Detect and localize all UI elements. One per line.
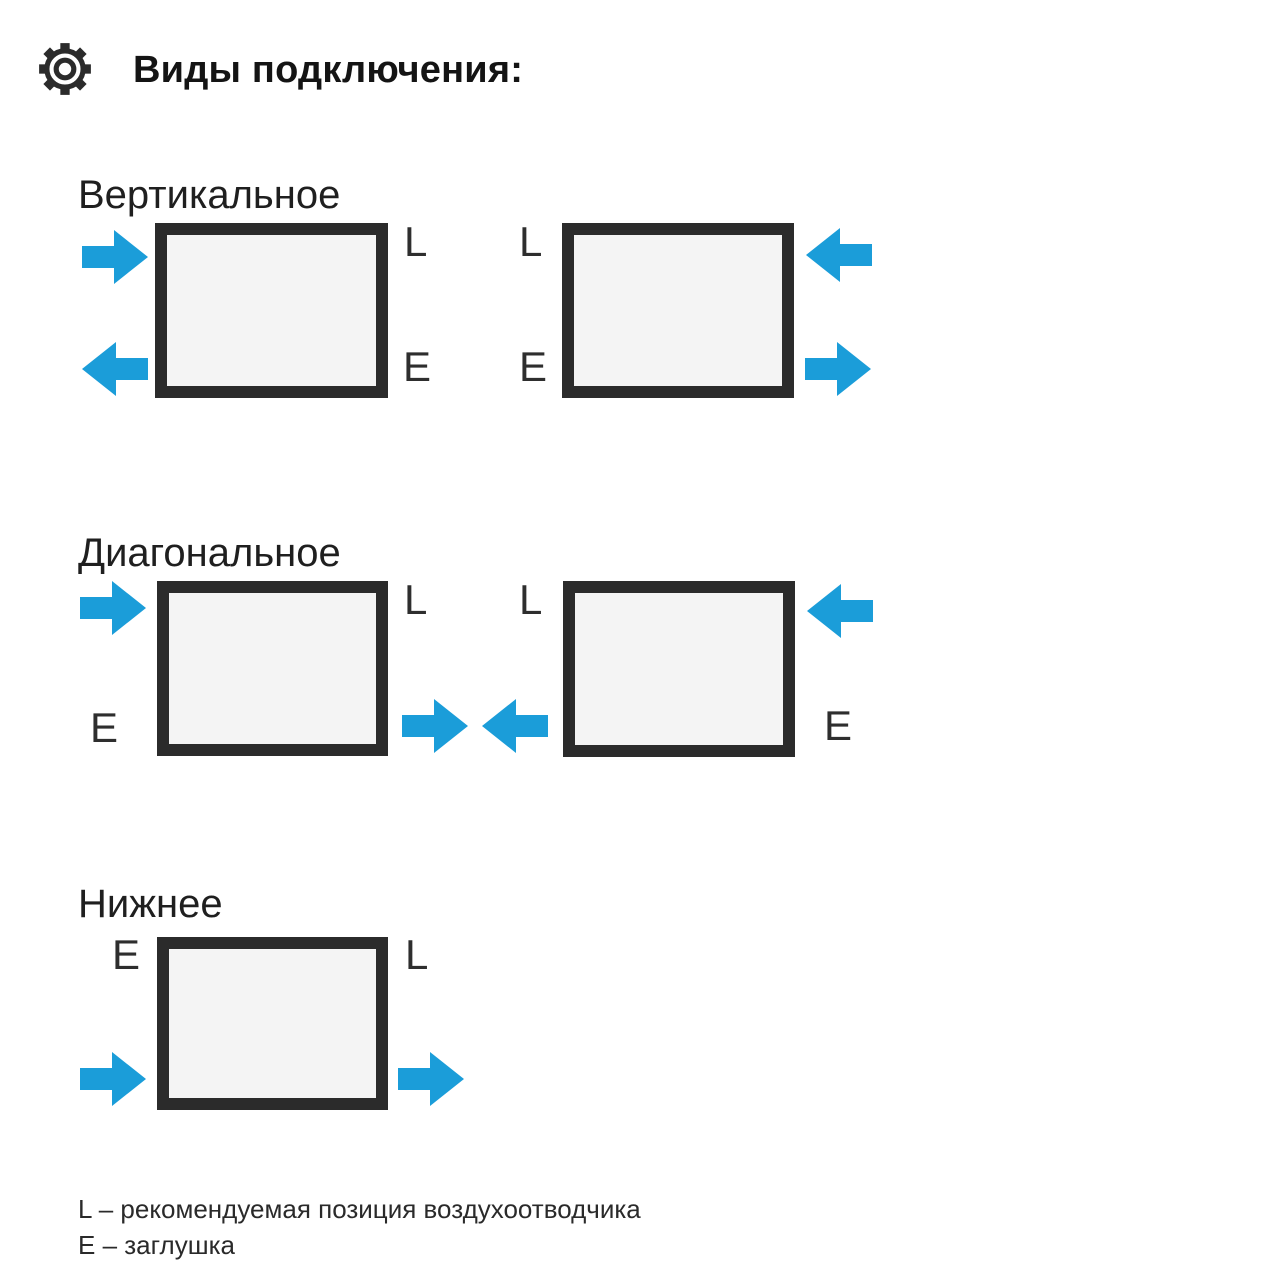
diagonal-left-radiator-body xyxy=(157,581,388,756)
vertical-right-plug-label: E xyxy=(519,343,548,390)
bottom-vent-label: L xyxy=(405,931,429,978)
bottom-outlet-arrow-icon xyxy=(398,1052,464,1106)
vertical-left-outlet-arrow-icon xyxy=(82,342,148,396)
diagonal-left-plug-label: E xyxy=(90,704,119,751)
diagonal-right-vent-label: L xyxy=(519,576,543,623)
diagonal-left-outlet-arrow-icon xyxy=(402,699,468,753)
vertical-right-inlet-arrow-icon xyxy=(806,228,872,282)
vertical-left-plug-label: E xyxy=(403,343,432,390)
section-title-diagonal: Диагональное xyxy=(78,531,341,575)
diagonal-right-outlet-arrow-icon xyxy=(482,699,548,753)
legend-plug-line: E – заглушка xyxy=(78,1229,235,1260)
bottom-radiator-body xyxy=(157,937,388,1110)
section-title-bottom: Нижнее xyxy=(78,882,223,926)
vertical-left-radiator-body xyxy=(155,223,388,398)
bottom-plug-label: E xyxy=(112,931,141,978)
diagonal-right-radiator-body xyxy=(563,581,795,757)
bottom-inlet-arrow-icon xyxy=(80,1052,146,1106)
vertical-right-radiator-body xyxy=(562,223,794,398)
settings-gear-icon xyxy=(36,40,94,98)
page-title: Виды подключения: xyxy=(133,49,524,91)
diagonal-left-inlet-arrow-icon xyxy=(80,581,146,635)
vertical-left-inlet-arrow-icon xyxy=(82,230,148,284)
vertical-right-outlet-arrow-icon xyxy=(805,342,871,396)
vertical-left-vent-label: L xyxy=(404,218,428,265)
legend-vent-line: L – рекомендуемая позиция воздухоотводчика xyxy=(78,1194,641,1224)
section-title-vertical: Вертикальное xyxy=(78,173,341,217)
vertical-right-vent-label: L xyxy=(519,218,543,265)
diagonal-right-inlet-arrow-icon xyxy=(807,584,873,638)
diagonal-right-plug-label: E xyxy=(824,702,853,749)
legend xyxy=(78,1192,641,1264)
diagonal-left-vent-label: L xyxy=(404,576,428,623)
